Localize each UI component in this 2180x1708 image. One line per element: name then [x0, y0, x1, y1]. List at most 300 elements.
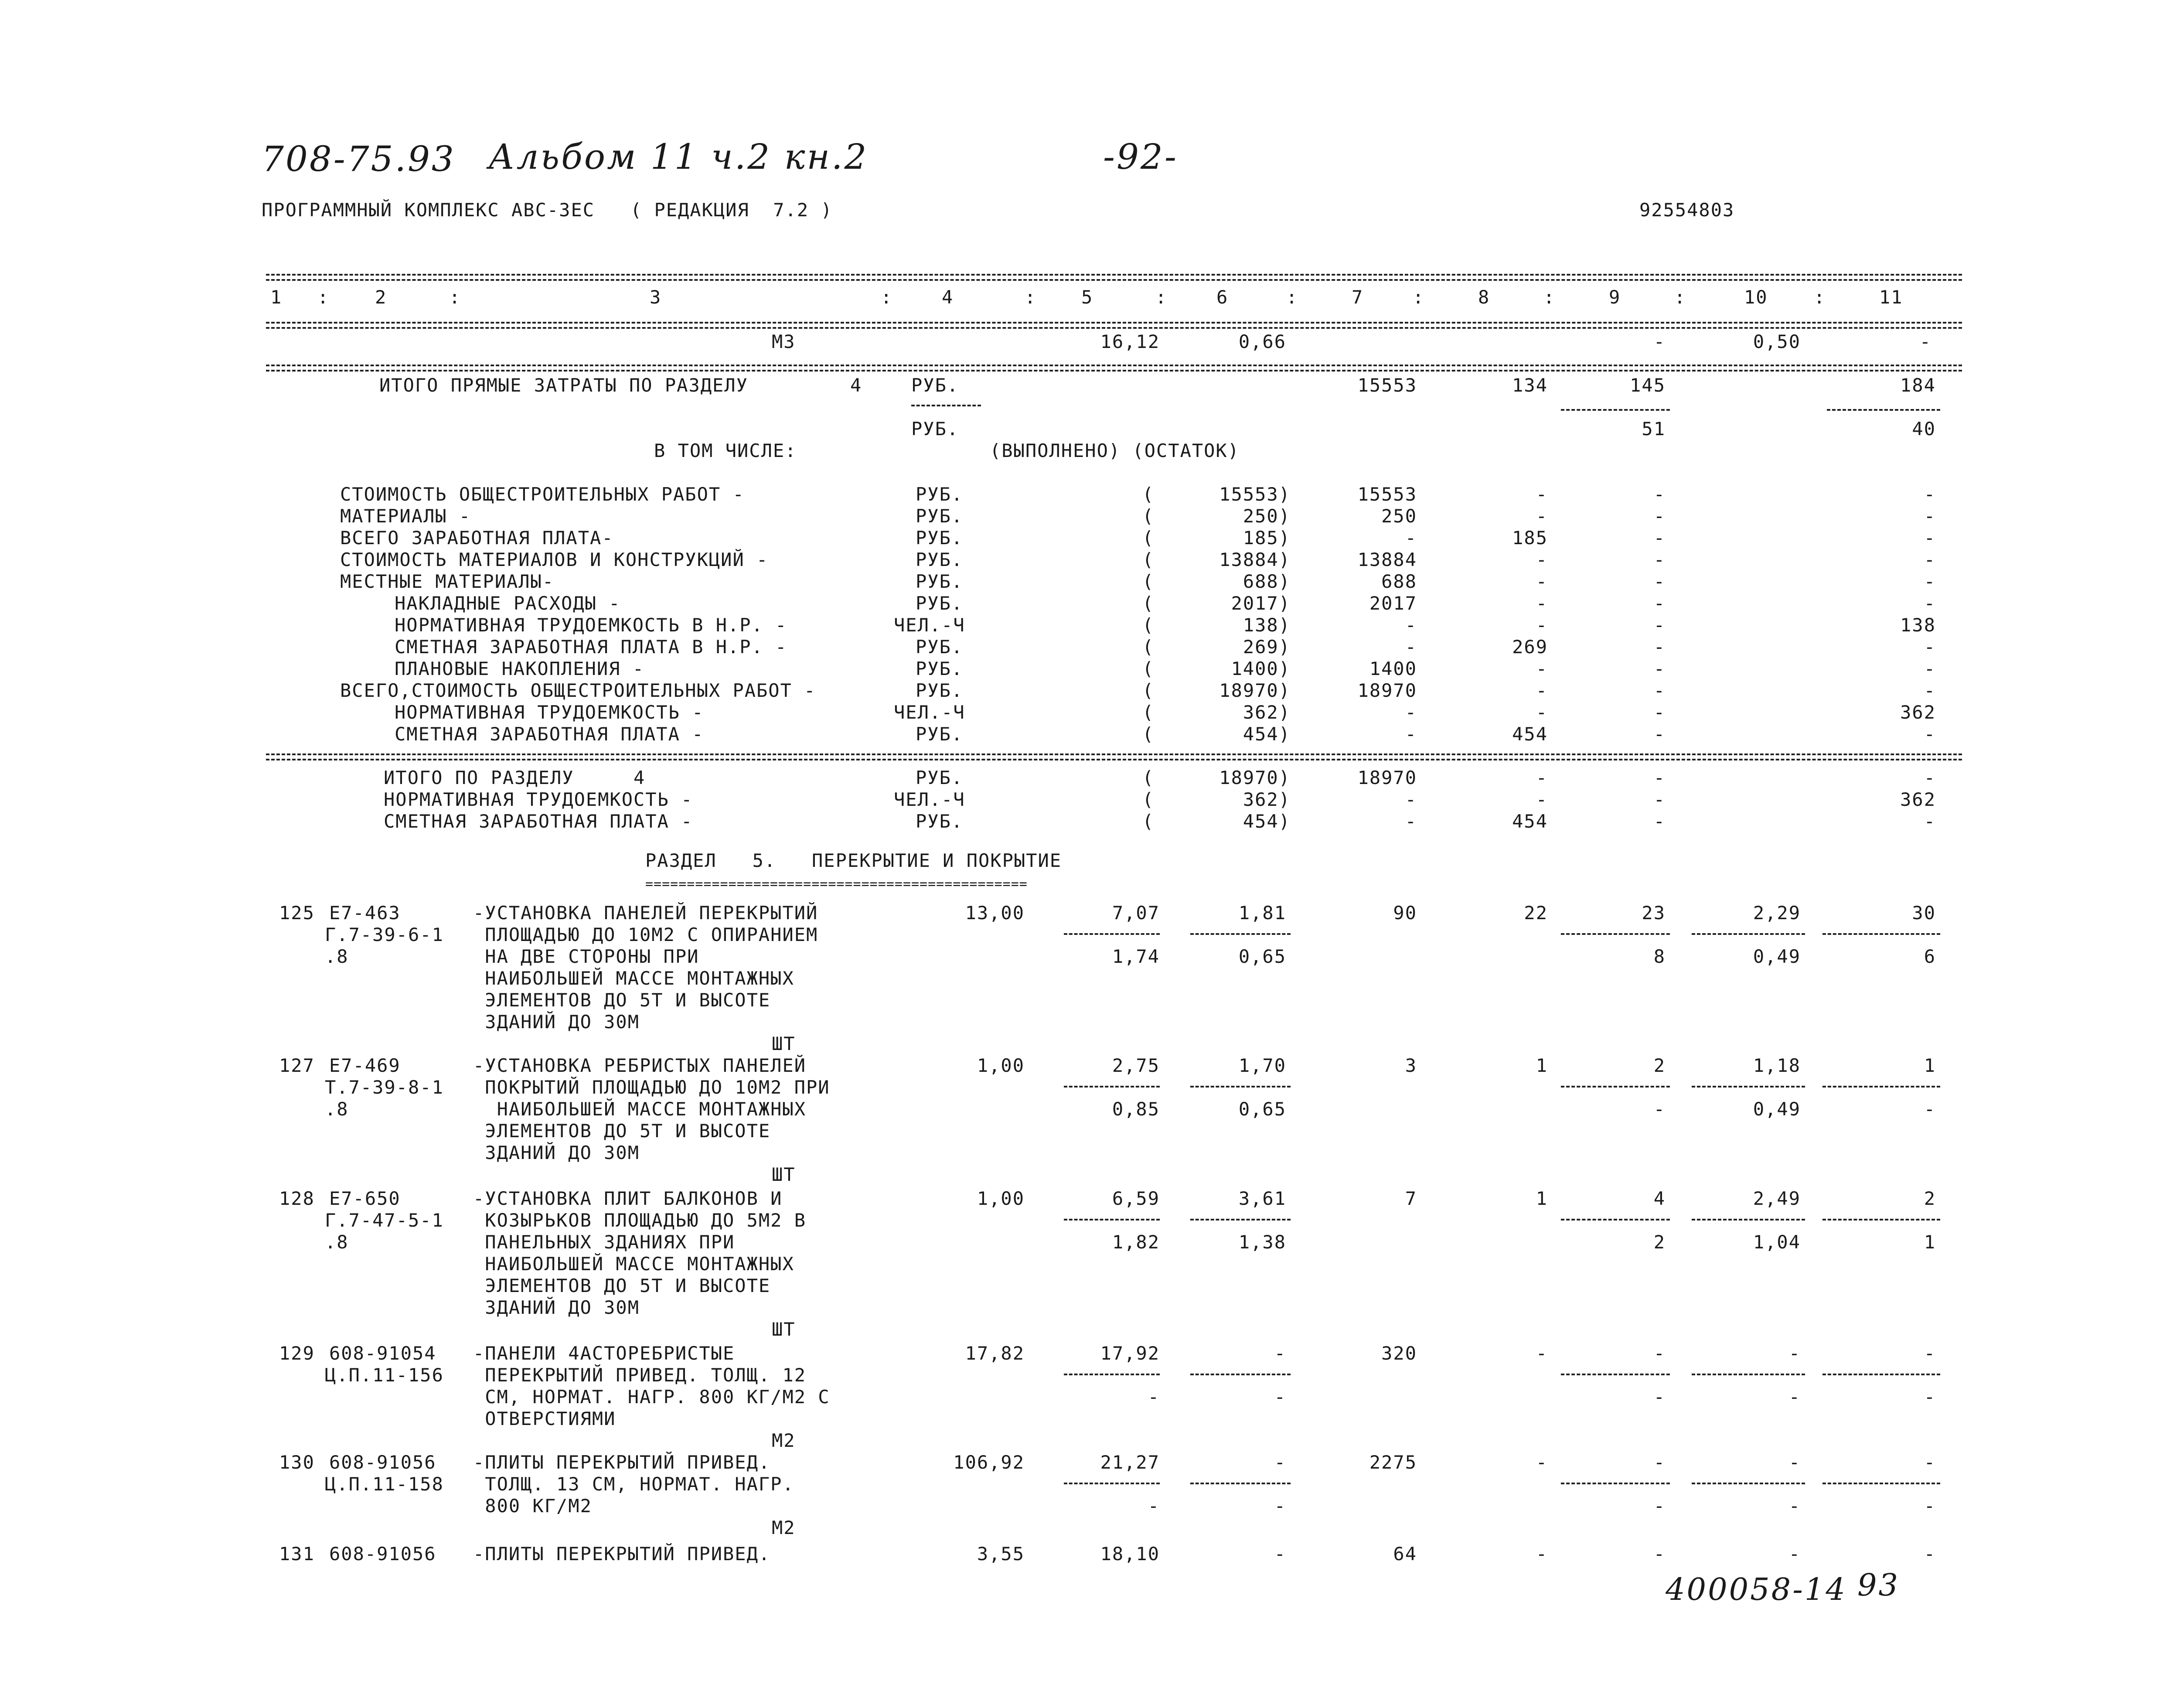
item-c11b: - — [1924, 1098, 1936, 1120]
breakdown-c7: - — [1405, 723, 1417, 745]
section-total-c8: 454 — [1512, 811, 1548, 832]
breakdown-c8: 269 — [1512, 636, 1548, 658]
column-separator: : — [1814, 286, 1826, 308]
value-underline — [1064, 1219, 1160, 1220]
item-c5: 6,59 — [1112, 1188, 1160, 1209]
breakdown-c7: 1400 — [1369, 658, 1417, 679]
breakdown-c9: - — [1653, 571, 1666, 592]
value-underline — [1064, 1086, 1160, 1088]
breakdown-label: НАКЛАДНЫЕ РАСХОДЫ - — [395, 593, 621, 614]
item-c6: 3,61 — [1238, 1188, 1286, 1209]
item-c11: 2 — [1924, 1188, 1936, 1209]
breakdown-unit: РУБ. — [916, 505, 964, 527]
column-header-4: 4 — [942, 286, 954, 308]
column-separator: : — [1674, 286, 1686, 308]
c9-underline — [1561, 409, 1670, 411]
item-c4: 13,00 — [965, 902, 1025, 924]
value-underline — [1561, 1219, 1670, 1220]
value-underline — [1190, 933, 1291, 935]
c11-underline — [1827, 409, 1940, 411]
breakdown-c8: - — [1536, 505, 1548, 527]
breakdown-unit: РУБ. — [916, 549, 964, 570]
section-total-c11: - — [1924, 767, 1936, 788]
breakdown-unit: РУБ. — [916, 680, 964, 701]
breakdown-c7: 18970 — [1357, 680, 1417, 701]
breakdown-done: 688) — [1243, 571, 1291, 592]
item-c9b: - — [1653, 1495, 1666, 1517]
section-total-c7: - — [1405, 811, 1417, 832]
rule-after-m3-2 — [266, 370, 1962, 372]
item-c6b: 1,38 — [1238, 1231, 1286, 1253]
section-total-c9: - — [1653, 789, 1666, 810]
breakdown-label: СМЕТНАЯ ЗАРАБОТНАЯ ПЛАТА - — [395, 723, 704, 745]
m3-c10: 0,50 — [1753, 331, 1801, 352]
totals-direct-unit: РУБ. — [911, 375, 959, 396]
item-description-line: ПАНЕЛЬНЫХ ЗДАНИЯХ ПРИ — [473, 1231, 735, 1253]
handwritten-page-number: -92- — [1103, 136, 1178, 177]
breakdown-c8: - — [1536, 680, 1548, 701]
column-header-10: 10 — [1744, 286, 1768, 308]
item-c10b: 0,49 — [1753, 946, 1801, 967]
item-c9b: 2 — [1653, 1231, 1666, 1253]
item-unit: М2 — [772, 1517, 796, 1538]
item-description-line: ОТВЕРСТИЯМИ — [473, 1408, 616, 1429]
totals-direct-c7: 15553 — [1357, 375, 1417, 396]
totals-direct-unit-2: РУБ. — [911, 418, 959, 440]
breakdown-c11: - — [1924, 505, 1936, 527]
breakdown-c8: - — [1536, 593, 1548, 614]
item-c8: - — [1536, 1343, 1548, 1364]
totals-direct-section: 4 — [850, 375, 862, 396]
section-total-paren: ( — [1142, 789, 1155, 810]
breakdown-paren: ( — [1142, 636, 1155, 658]
section-total-label: СМЕТНАЯ ЗАРАБОТНАЯ ПЛАТА - — [384, 811, 693, 832]
item-description-line: НАИБОЛЬШЕЙ МАССЕ МОНТАЖНЫХ — [473, 968, 794, 989]
item-description-line: СМ, НОРМАТ. НАГР. 800 КГ/М2 С — [473, 1386, 830, 1408]
totals-direct-label: ИТОГО ПРЯМЫЕ ЗАТРАТЫ ПО РАЗДЕЛУ — [379, 375, 748, 396]
breakdown-c8: - — [1536, 658, 1548, 679]
m3-c9: - — [1653, 331, 1666, 352]
breakdown-unit: РУБ. — [916, 636, 964, 658]
totals-direct-c11b: 40 — [1912, 418, 1936, 440]
column-separator: : — [1025, 286, 1037, 308]
item-description-line: -УСТАНОВКА РЕБРИСТЫХ ПАНЕЛЕЙ — [473, 1055, 807, 1076]
section5-underline: ============================================== — [645, 876, 1028, 892]
item-c10b: - — [1788, 1495, 1801, 1517]
breakdown-c11: - — [1924, 549, 1936, 570]
section-total-done: 18970) — [1219, 767, 1291, 788]
item-c7: 3 — [1405, 1055, 1417, 1076]
value-underline — [1822, 1374, 1940, 1375]
value-underline — [1692, 933, 1805, 935]
rule-top — [266, 274, 1962, 276]
breakdown-c7: - — [1405, 614, 1417, 636]
item-c8: 1 — [1536, 1188, 1548, 1209]
item-c9: - — [1653, 1452, 1666, 1473]
item-code: 608-91054 — [329, 1343, 436, 1364]
item-c10b: 1,04 — [1753, 1231, 1801, 1253]
totals-direct-c8: 134 — [1512, 375, 1548, 396]
item-c9: - — [1653, 1343, 1666, 1364]
value-underline — [1692, 1374, 1805, 1375]
breakdown-paren: ( — [1142, 484, 1155, 505]
breakdown-c8: 185 — [1512, 527, 1548, 549]
breakdown-paren: ( — [1142, 527, 1155, 549]
column-separator: : — [1155, 286, 1168, 308]
item-unit: ШТ — [772, 1164, 796, 1185]
item-c9: 23 — [1642, 902, 1666, 924]
item-c6: - — [1274, 1343, 1286, 1364]
value-underline — [1561, 1374, 1670, 1375]
breakdown-c7: 2017 — [1369, 593, 1417, 614]
item-c5b: 1,74 — [1112, 946, 1160, 967]
value-underline — [1822, 933, 1940, 935]
breakdown-c11: - — [1924, 527, 1936, 549]
rule-header-bottom-2 — [266, 327, 1962, 329]
item-c5b: 1,82 — [1112, 1231, 1160, 1253]
item-c10: - — [1788, 1343, 1801, 1364]
item-c10: 2,29 — [1753, 902, 1801, 924]
value-underline — [1822, 1483, 1940, 1484]
breakdown-paren: ( — [1142, 593, 1155, 614]
breakdown-c11: - — [1924, 680, 1936, 701]
item-c8: 1 — [1536, 1055, 1548, 1076]
totals-direct-c11: 184 — [1900, 375, 1936, 396]
breakdown-unit: ЧЕЛ.-Ч — [894, 702, 965, 723]
m3-unit: М3 — [772, 331, 796, 352]
breakdown-label: СМЕТНАЯ ЗАРАБОТНАЯ ПЛАТА В Н.Р. - — [395, 636, 787, 658]
breakdown-c11: - — [1924, 658, 1936, 679]
item-c11: - — [1924, 1543, 1936, 1565]
item-c8: 22 — [1524, 902, 1548, 924]
breakdown-c9: - — [1653, 593, 1666, 614]
breakdown-label: ПЛАНОВЫЕ НАКОПЛЕНИЯ - — [395, 658, 645, 679]
section-total-label: НОРМАТИВНАЯ ТРУДОЕМКОСТЬ - — [384, 789, 693, 810]
column-header-5: 5 — [1081, 286, 1093, 308]
breakdown-paren: ( — [1142, 549, 1155, 570]
column-separator: : — [1286, 286, 1298, 308]
item-c7: 7 — [1405, 1188, 1417, 1209]
item-c8: - — [1536, 1452, 1548, 1473]
value-underline — [1190, 1219, 1291, 1220]
breakdown-c7: - — [1405, 527, 1417, 549]
column-header-2: 2 — [375, 286, 387, 308]
breakdown-unit: РУБ. — [916, 527, 964, 549]
breakdown-done: 15553) — [1219, 484, 1291, 505]
breakdown-label: НОРМАТИВНАЯ ТРУДОЕМКОСТЬ - — [395, 702, 704, 723]
item-c4: 3,55 — [977, 1543, 1025, 1565]
rule-top-2 — [266, 279, 1962, 281]
breakdown-label: МЕСТНЫЕ МАТЕРИАЛЫ- — [340, 571, 555, 592]
item-description-line: -УСТАНОВКА ПАНЕЛЕЙ ПЕРЕКРЫТИЙ — [473, 902, 818, 924]
value-underline — [1064, 1483, 1160, 1484]
breakdown-c8: - — [1536, 571, 1548, 592]
item-c9: - — [1653, 1543, 1666, 1565]
item-c6: - — [1274, 1543, 1286, 1565]
section-total-paren: ( — [1142, 767, 1155, 788]
item-c5b: - — [1148, 1386, 1160, 1408]
value-underline — [1692, 1483, 1805, 1484]
item-c9b: 8 — [1653, 946, 1666, 967]
breakdown-done: 2017) — [1231, 593, 1291, 614]
section-total-c9: - — [1653, 767, 1666, 788]
breakdown-c11: - — [1924, 593, 1936, 614]
item-c9b: - — [1653, 1386, 1666, 1408]
item-description-line: -ПЛИТЫ ПЕРЕКРЫТИЙ ПРИВЕД. — [473, 1452, 771, 1473]
item-c6: 1,81 — [1238, 902, 1286, 924]
value-underline — [1561, 1086, 1670, 1088]
item-ref: Т.7-39-8-1 — [325, 1077, 444, 1098]
item-c5: 18,10 — [1100, 1543, 1160, 1565]
breakdown-c7: - — [1405, 702, 1417, 723]
item-c9: 2 — [1653, 1055, 1666, 1076]
item-description-line: ПОКРЫТИЙ ПЛОЩАДЬЮ ДО 10М2 ПРИ — [473, 1077, 830, 1098]
handwritten-footer-code: 400058-14 — [1666, 1572, 1847, 1607]
column-header-6: 6 — [1216, 286, 1229, 308]
item-c5: 21,27 — [1100, 1452, 1160, 1473]
item-description-line: НАИБОЛЬШЕЙ МАССЕ МОНТАЖНЫХ — [473, 1253, 794, 1275]
breakdown-done: 250) — [1243, 505, 1291, 527]
breakdown-unit: РУБ. — [916, 571, 964, 592]
section-total-c8: - — [1536, 789, 1548, 810]
rule-before-section-totals — [266, 753, 1962, 755]
item-ref: Ц.П.11-156 — [325, 1364, 444, 1386]
value-underline — [1064, 933, 1160, 935]
breakdown-paren: ( — [1142, 723, 1155, 745]
column-header-1: 1 — [270, 286, 283, 308]
item-ref: Г.7-47-5-1 — [325, 1210, 444, 1231]
rule-after-m3 — [266, 365, 1962, 366]
section-total-c11: 362 — [1900, 789, 1936, 810]
item-c11b: - — [1924, 1495, 1936, 1517]
item-c7: 320 — [1381, 1343, 1417, 1364]
section-total-done: 362) — [1243, 789, 1291, 810]
section-total-c7: 18970 — [1357, 767, 1417, 788]
value-underline — [1692, 1086, 1805, 1088]
section-total-c11: - — [1924, 811, 1936, 832]
item-c11b: 6 — [1924, 946, 1936, 967]
item-unit: ШТ — [772, 1319, 796, 1340]
breakdown-done: 18970) — [1219, 680, 1291, 701]
unit-underline — [911, 405, 981, 406]
breakdown-c11: 362 — [1900, 702, 1936, 723]
m3-c6: 0,66 — [1238, 331, 1286, 352]
totals-direct-c9: 145 — [1630, 375, 1666, 396]
item-c6b: - — [1274, 1386, 1286, 1408]
item-c6b: 0,65 — [1238, 946, 1286, 967]
item-c5: 17,92 — [1100, 1343, 1160, 1364]
item-unit: М2 — [772, 1430, 796, 1451]
item-c11: - — [1924, 1343, 1936, 1364]
done-rest-label: (ВЫПОЛНЕНО) (ОСТАТОК) — [990, 440, 1240, 461]
section-total-label: ИТОГО ПО РАЗДЕЛУ 4 — [384, 767, 646, 788]
breakdown-c8: 454 — [1512, 723, 1548, 745]
item-c10b: 0,49 — [1753, 1098, 1801, 1120]
breakdown-label: СТОИМОСТЬ МАТЕРИАЛОВ И КОНСТРУКЦИЙ - — [340, 549, 769, 570]
value-underline — [1190, 1483, 1291, 1484]
item-code: 608-91056 — [329, 1452, 436, 1473]
item-number: 127 — [279, 1055, 315, 1076]
breakdown-label: СТОИМОСТЬ ОБЩЕСТРОИТЕЛЬНЫХ РАБОТ - — [340, 484, 745, 505]
breakdown-c7: - — [1405, 636, 1417, 658]
totals-direct-c9b: 51 — [1642, 418, 1666, 440]
item-description-line: ТОЛЩ. 13 СМ, НОРМАТ. НАГР. — [473, 1473, 794, 1495]
breakdown-c9: - — [1653, 527, 1666, 549]
breakdown-done: 1400) — [1231, 658, 1291, 679]
section-total-paren: ( — [1142, 811, 1155, 832]
item-unit: ШТ — [772, 1033, 796, 1054]
item-description-line: 800 КГ/М2 — [473, 1495, 592, 1517]
item-c10b: - — [1788, 1386, 1801, 1408]
item-number: 129 — [279, 1343, 315, 1364]
breakdown-done: 138) — [1243, 614, 1291, 636]
breakdown-c8: - — [1536, 702, 1548, 723]
item-c7: 90 — [1393, 902, 1417, 924]
item-number: 130 — [279, 1452, 315, 1473]
item-c9b: - — [1653, 1098, 1666, 1120]
column-separator: : — [1543, 286, 1556, 308]
item-c6: 1,70 — [1238, 1055, 1286, 1076]
section-total-unit: РУБ. — [916, 767, 964, 788]
document-number: 92554803 — [1639, 199, 1735, 221]
section5-title: РАЗДЕЛ 5. ПЕРЕКРЫТИЕ И ПОКРЫТИЕ — [645, 850, 1062, 871]
item-c11: 30 — [1912, 902, 1936, 924]
item-description-line: НА ДВЕ СТОРОНЫ ПРИ — [473, 946, 699, 967]
breakdown-c8: - — [1536, 484, 1548, 505]
item-c11b: 1 — [1924, 1231, 1936, 1253]
item-description-line: ЗДАНИЙ ДО 30М — [473, 1297, 640, 1318]
item-c4: 17,82 — [965, 1343, 1025, 1364]
item-description-line: ПЕРЕКРЫТИЙ ПРИВЕД. ТОЛЩ. 12 — [473, 1364, 807, 1386]
item-c7: 64 — [1393, 1543, 1417, 1565]
item-description-line: НАИБОЛЬШЕЙ МАССЕ МОНТАЖНЫХ — [473, 1098, 807, 1120]
item-c10: 1,18 — [1753, 1055, 1801, 1076]
item-ref2: .8 — [325, 1231, 349, 1253]
item-description-line: КОЗЫРЬКОВ ПЛОЩАДЬЮ ДО 5М2 В — [473, 1210, 807, 1231]
breakdown-unit: РУБ. — [916, 658, 964, 679]
item-c8: - — [1536, 1543, 1548, 1565]
item-code: Е7-650 — [329, 1188, 401, 1209]
item-number: 125 — [279, 902, 315, 924]
breakdown-c9: - — [1653, 505, 1666, 527]
column-separator: : — [1413, 286, 1425, 308]
item-ref: Ц.П.11-158 — [325, 1473, 444, 1495]
breakdown-unit: РУБ. — [916, 723, 964, 745]
column-header-8: 8 — [1478, 286, 1490, 308]
breakdown-c9: - — [1653, 702, 1666, 723]
item-number: 131 — [279, 1543, 315, 1565]
item-c4: 106,92 — [953, 1452, 1025, 1473]
breakdown-label: НОРМАТИВНАЯ ТРУДОЕМКОСТЬ В Н.Р. - — [395, 614, 787, 636]
item-c11b: - — [1924, 1386, 1936, 1408]
item-description-line: ЭЛЕМЕНТОВ ДО 5Т И ВЫСОТЕ — [473, 1275, 771, 1296]
breakdown-c11: - — [1924, 723, 1936, 745]
breakdown-c11: - — [1924, 571, 1936, 592]
breakdown-done: 185) — [1243, 527, 1291, 549]
item-description-line: ЗДАНИЙ ДО 30М — [473, 1142, 640, 1163]
breakdown-c11: - — [1924, 636, 1936, 658]
breakdown-c9: - — [1653, 680, 1666, 701]
item-description-line: -УСТАНОВКА ПЛИТ БАЛКОНОВ И — [473, 1188, 783, 1209]
m3-c11: - — [1919, 331, 1931, 352]
breakdown-c9: - — [1653, 723, 1666, 745]
value-underline — [1561, 1483, 1670, 1484]
item-description-line: -ПАНЕЛИ 4АСТОРЕБРИСТЫЕ — [473, 1343, 735, 1364]
column-separator: : — [317, 286, 330, 308]
section-total-unit: РУБ. — [916, 811, 964, 832]
column-header-3: 3 — [650, 286, 662, 308]
m3-c5: 16,12 — [1100, 331, 1160, 352]
section-total-c8: - — [1536, 767, 1548, 788]
breakdown-c7: 250 — [1381, 505, 1417, 527]
breakdown-done: 13884) — [1219, 549, 1291, 570]
program-name: ПРОГРАММНЫЙ КОМПЛЕКС АВС-3ЕС ( РЕДАКЦИЯ 7.2 ) — [262, 199, 833, 221]
value-underline — [1561, 933, 1670, 935]
breakdown-unit: РУБ. — [916, 593, 964, 614]
item-c10: - — [1788, 1543, 1801, 1565]
breakdown-paren: ( — [1142, 680, 1155, 701]
breakdown-c8: - — [1536, 614, 1548, 636]
breakdown-label: ВСЕГО,СТОИМОСТЬ ОБЩЕСТРОИТЕЛЬНЫХ РАБОТ - — [340, 680, 816, 701]
item-c6b: - — [1274, 1495, 1286, 1517]
item-c9: 4 — [1653, 1188, 1666, 1209]
breakdown-c9: - — [1653, 658, 1666, 679]
column-separator: : — [449, 286, 461, 308]
breakdown-label: ВСЕГО ЗАРАБОТНАЯ ПЛАТА- — [340, 527, 614, 549]
item-c5: 7,07 — [1112, 902, 1160, 924]
value-underline — [1190, 1086, 1291, 1088]
column-header-11: 11 — [1879, 286, 1903, 308]
breakdown-c11: - — [1924, 484, 1936, 505]
item-c5b: 0,85 — [1112, 1098, 1160, 1120]
section-total-c9: - — [1653, 811, 1666, 832]
section-total-c7: - — [1405, 789, 1417, 810]
item-number: 128 — [279, 1188, 315, 1209]
breakdown-done: 362) — [1243, 702, 1291, 723]
column-separator: : — [881, 286, 893, 308]
item-c7: 2275 — [1369, 1452, 1417, 1473]
breakdown-c7: 13884 — [1357, 549, 1417, 570]
handwritten-album: Альбом 11 ч.2 кн.2 — [488, 136, 869, 177]
item-c4: 1,00 — [977, 1188, 1025, 1209]
section-total-unit: ЧЕЛ.-Ч — [894, 789, 965, 810]
item-c6: - — [1274, 1452, 1286, 1473]
handwritten-code: 708-75.93 — [262, 139, 456, 179]
in-that-label: В ТОМ ЧИСЛЕ: — [654, 440, 797, 461]
breakdown-paren: ( — [1142, 658, 1155, 679]
handwritten-footer-page: 93 — [1857, 1567, 1900, 1603]
breakdown-c9: - — [1653, 614, 1666, 636]
item-description-line: ЭЛЕМЕНТОВ ДО 5Т И ВЫСОТЕ — [473, 1120, 771, 1142]
breakdown-done: 269) — [1243, 636, 1291, 658]
item-c10: 2,49 — [1753, 1188, 1801, 1209]
item-code: Е7-463 — [329, 902, 401, 924]
rule-before-section-totals-2 — [266, 759, 1962, 760]
item-code: Е7-469 — [329, 1055, 401, 1076]
breakdown-c7: 688 — [1381, 571, 1417, 592]
breakdown-c8: - — [1536, 549, 1548, 570]
item-description-line: ПЛОЩАДЬЮ ДО 10М2 С ОПИРАНИЕМ — [473, 924, 818, 945]
breakdown-c9: - — [1653, 549, 1666, 570]
breakdown-c9: - — [1653, 636, 1666, 658]
breakdown-c11: 138 — [1900, 614, 1936, 636]
column-header-7: 7 — [1352, 286, 1364, 308]
value-underline — [1064, 1374, 1160, 1375]
item-code: 608-91056 — [329, 1543, 436, 1565]
rule-header-bottom — [266, 322, 1962, 324]
breakdown-done: 454) — [1243, 723, 1291, 745]
item-c10: - — [1788, 1452, 1801, 1473]
